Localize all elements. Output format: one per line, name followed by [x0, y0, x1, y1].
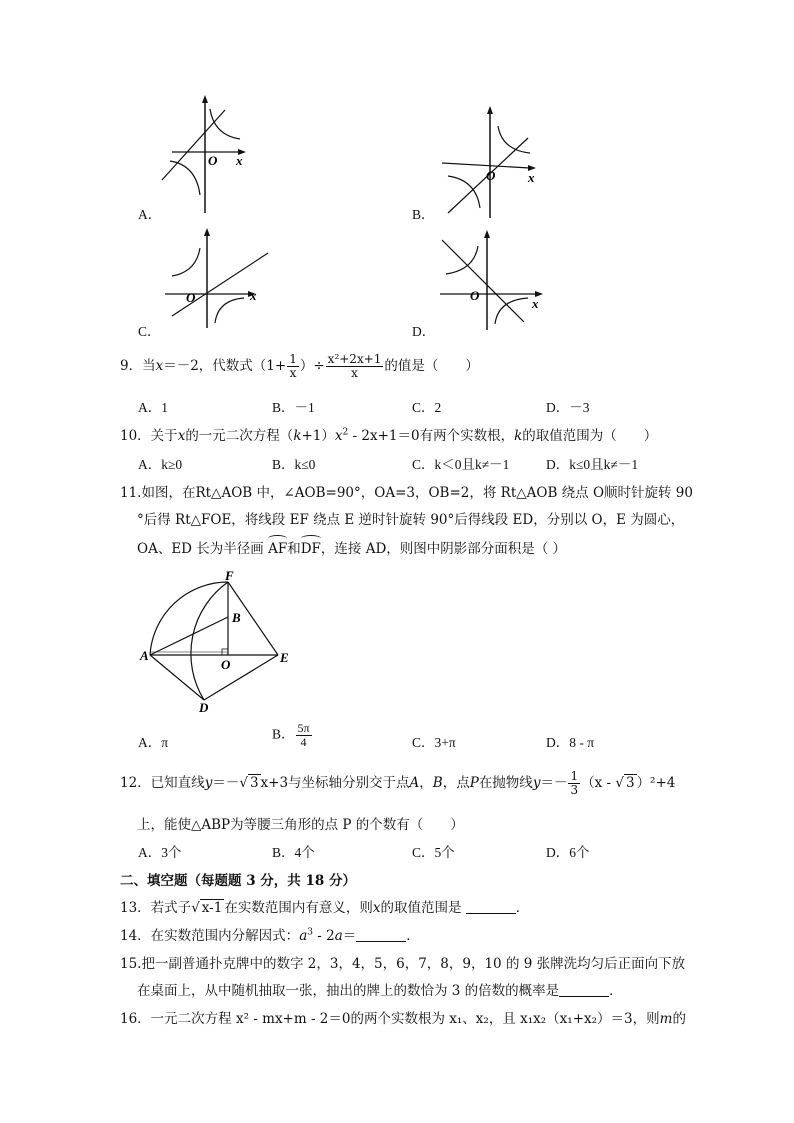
q10-option-d[interactable]: D．k≤0且k≠－1 [546, 457, 639, 472]
q10-option-c[interactable]: C．k＜0且k≠－1 [412, 457, 510, 472]
q11-option-d[interactable]: D．8 - π [546, 735, 595, 750]
question-14: 14．在实数范围内分解因式：$a^3 - 2a=$ ． [120, 927, 420, 944]
svg-text:D: D [199, 700, 209, 715]
question-15-line-1: 15.把一副普通扑克牌中的数字 2，3，4，5，6，7，8，9，10 的 9 张牌洗均匀后正面向下放 [120, 956, 686, 972]
fraction: $\frac{\text{x²+2x+1}}{x}$ [327, 352, 382, 380]
question-15-line-2: 在桌面上，从中随机抽取一张，抽出的牌上的数恰为 3 的倍数的概率是 ． [137, 983, 623, 999]
q11-option-a[interactable]: A．π [138, 735, 169, 750]
q9-option-b[interactable]: B．－1 [272, 400, 315, 415]
q11-option-c[interactable]: C．3+π [412, 735, 456, 750]
question-10: 10．关于x的一元二次方程$(k+1)x^2 - 2x+1=0$有两个实数根，k的取值范围为（ ） [120, 427, 658, 444]
question-16: 16．一元二次方程 x² - mx+m - 2＝0的两个实数根为 x₁、x₂，且 x₁x₂（x₁+x₂）＝3，则m的 [120, 1011, 686, 1027]
figure-q11 [138, 568, 298, 717]
x-axis-label: x [250, 288, 257, 303]
x-axis-label: x [532, 296, 539, 311]
origin-label: O [186, 290, 196, 305]
graph-d [440, 232, 550, 332]
q9-option-a[interactable]: A．1 [138, 400, 168, 415]
origin-label: O [208, 153, 218, 168]
origin-label: O [470, 288, 480, 303]
question-13: 13．若式子√ x-1 在实数范围内有意义，则x的取值范围是 ． [120, 900, 530, 916]
option-a[interactable]: A． [138, 207, 162, 222]
x-axis-label: x [528, 170, 535, 185]
option-b[interactable]: B． [412, 207, 435, 222]
q10-option-a[interactable]: A．k≥0 [138, 457, 183, 472]
graph-b [440, 108, 550, 218]
question-11-line-1: 11.如图，在Rt△AOB 中，∠AOB=90°，OA=3，OB=2，将 Rt△AOB 绕点 O顺时针旋转 90 [120, 485, 693, 501]
svg-text:F: F [225, 568, 234, 583]
q9-option-d[interactable]: D．－3 [546, 400, 590, 415]
fraction: $\frac{1}{x}$ [289, 352, 297, 380]
graph-c [160, 228, 270, 333]
arc-af: AF [268, 541, 287, 557]
x-axis-label: x [236, 153, 243, 168]
q9-option-c[interactable]: C．2 [412, 400, 442, 415]
svg-text:O: O [221, 657, 231, 672]
section-title: 二、填空题（每题题 3 分，共 18 分） [120, 873, 356, 889]
question-11-line-2: °后得 Rt△FOE，将线段 EF 绕点 E 逆时针旋转 90°后得线段 ED，分别以 O，E 为圆心， [137, 512, 685, 528]
question-11-line-3: OA、ED 长为半径画 AF和 DF，连接 AD，则图中阴影部分面积是（ ） [137, 537, 566, 557]
arc-df: DF [301, 541, 321, 557]
svg-text:E: E [280, 650, 289, 665]
answer-blank[interactable] [466, 899, 516, 914]
svg-text:A: A [140, 648, 149, 663]
q12-option-a[interactable]: A．3个 [138, 845, 182, 860]
question-12-line-1: 12．已知直线y＝－√ 3 x+3与坐标轴分别交于点A，B，点P在抛物线y＝－ $\frac{1}{3}$ （x - √ 3 ）²+4 [120, 769, 676, 797]
question-9: 9．当x＝－2，代数式（1+ $\frac{1}{x}$ ）÷ $\frac{\text{x²+2x+1}}{x}$ 的值是（ ） [120, 352, 479, 380]
q10-option-b[interactable]: B．k≤0 [272, 457, 316, 472]
svg-text:B: B [232, 610, 241, 625]
option-d[interactable]: D． [412, 324, 436, 339]
origin-label: O [486, 168, 496, 183]
q12-option-d[interactable]: D．6个 [546, 845, 590, 860]
q12-option-c[interactable]: C．5个 [412, 845, 455, 860]
q11-option-b[interactable]: B． $\frac{5\pi}{4}$ [272, 721, 310, 749]
graph-a [160, 95, 260, 215]
answer-blank[interactable] [559, 982, 609, 997]
question-12-line-2: 上，能使△ABP为等腰三角形的点 P 的个数有（ ） [137, 817, 464, 833]
answer-blank[interactable] [356, 927, 406, 942]
option-c[interactable]: C． [138, 324, 161, 339]
q12-option-b[interactable]: B．4个 [272, 845, 315, 860]
